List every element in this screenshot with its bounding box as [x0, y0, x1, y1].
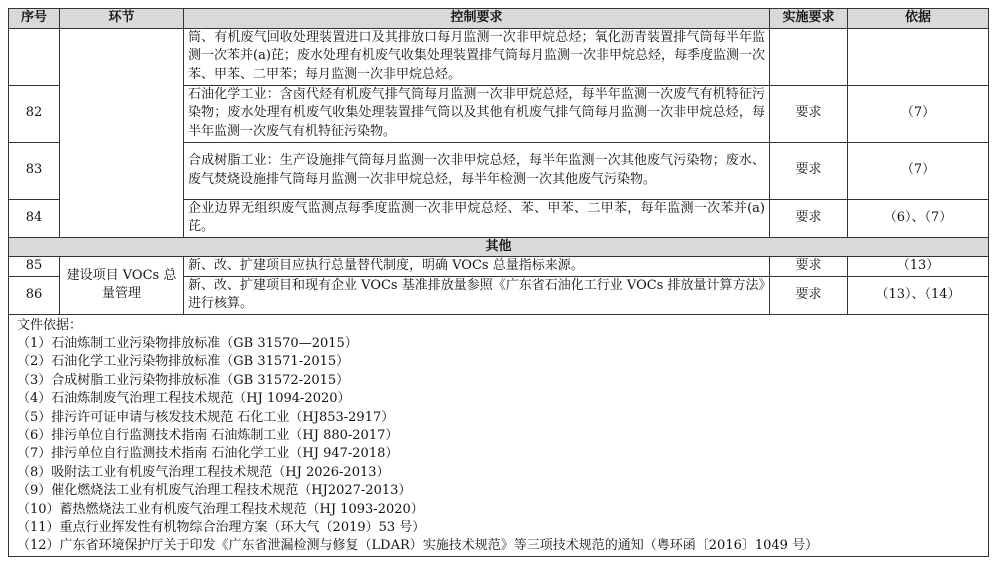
note-item: （11）重点行业挥发性有机物综合治理方案（环大气（2019）53 号）: [17, 519, 426, 535]
section-row: [9, 237, 989, 257]
row-no: [9, 28, 60, 85]
row-requirement: 新、改、扩建项目应执行总量替代制度，明确 VOCs 总量指标来源。: [184, 257, 770, 277]
header-stage: 环节: [60, 9, 184, 29]
header-basis: 依据: [848, 9, 989, 29]
row-implementation: 要求: [770, 257, 848, 277]
row-requirement: 企业边界无组织废气监测点每季度监测一次非甲烷总烃、苯、甲苯、二甲苯，每年监测一次苯并(a)芘。: [184, 199, 770, 237]
row-requirement: 石油化学工业：含卤代烃有机废气排气筒每月监测一次非甲烷总烃，每半年监测一次废气有机特征污染物；废水处理有机废气收集处理装置排气筒以及其他有机废气排气筒每月监测一次非甲烷总烃，每半年监测一次废气有机特征污染物。: [184, 85, 770, 142]
table-header-row: [9, 9, 989, 29]
row-no: 82: [9, 85, 60, 142]
row-basis: （13）: [848, 257, 989, 277]
note-item: （4）石油炼制废气治理工程技术规范（HJ 1094-2020）: [17, 391, 351, 407]
row-no: 85: [9, 257, 60, 277]
notes-cell: [9, 314, 989, 556]
row-basis: （13）、（14）: [848, 276, 989, 314]
row-requirement: 合成树脂工业：生产设施排气筒每月监测一次非甲烷总烃，每半年监测一次其他废气污染物；废水、废气焚烧设施排气筒每月监测一次非甲烷总烃，每半年检测一次其他废气污染物。: [184, 142, 770, 199]
row-stage: 建设项目 VOCs 总量管理: [60, 257, 184, 315]
row-requirement: 筒、有机废气回收处理装置进口及其排放口每月监测一次非甲烷总烃；氧化沥青装置排气筒每半年监测一次苯并(a)芘；废水处理有机废气收集处理装置排气筒每月监测一次非甲烷总烃，每季度监测一次苯、甲苯、二甲苯；每月监测一次非甲烷总烃。: [184, 28, 770, 85]
note-item: （7）排污单位自行监测技术指南 石油化学工业（HJ 947-2018）: [17, 446, 399, 462]
row-implementation: 要求: [770, 142, 848, 199]
row-no: 83: [9, 142, 60, 199]
row-implementation: 要求: [770, 85, 848, 142]
note-item: （2）石油化学工业污染物排放标准（GB 31571-2015）: [17, 354, 350, 370]
row-basis: （7）: [848, 85, 989, 142]
table-row: [9, 28, 989, 85]
row-basis: [848, 28, 989, 85]
row-implementation: 要求: [770, 199, 848, 237]
table-row: [9, 257, 989, 277]
row-basis: （6）、（7）: [848, 199, 989, 237]
note-item: （12）广东省环境保护厅关于印发《广东省泄漏检测与修复（LDAR）实施技术规范》等三项技术规范的通知（粤环函〔2016〕1049 号）: [17, 538, 819, 554]
row-stage: [60, 28, 184, 237]
row-requirement: 新、改、扩建项目和现有企业 VOCs 基准排放量参照《广东省石油化工行业 VOCs 排放量计算方法》进行核算。: [184, 276, 770, 314]
row-implementation: [770, 28, 848, 85]
note-item: （1）石油炼制工业污染物排放标准（GB 31570—2015）: [17, 335, 358, 351]
notes-row: [9, 314, 989, 556]
note-item: （5）排污许可证申请与核发技术规范 石化工业（HJ853-2917）: [17, 409, 395, 425]
row-no: 86: [9, 276, 60, 314]
note-item: （3）合成树脂工业污染物排放标准（GB 31572-2015）: [17, 372, 350, 388]
notes-title: 文件依据：: [17, 317, 83, 333]
row-basis: （7）: [848, 142, 989, 199]
header-requirement: 控制要求: [184, 9, 770, 29]
note-item: （8）吸附法工业有机废气治理工程技术规范（HJ 2026-2013）: [17, 464, 390, 480]
note-item: （10）蓄热燃烧法工业有机废气治理工程技术规范（HJ 1093-2020）: [17, 501, 424, 517]
note-item: （9）催化燃烧法工业有机废气治理工程技术规范（HJ2027-2013）: [17, 483, 412, 499]
section-title: 其他: [9, 237, 989, 257]
row-no: 84: [9, 199, 60, 237]
header-implementation: 实施要求: [770, 9, 848, 29]
note-item: （6）排污单位自行监测技术指南 石油炼制工业（HJ 880-2017）: [17, 427, 399, 443]
row-implementation: 要求: [770, 276, 848, 314]
control-requirements-table: [8, 8, 989, 557]
header-no: 序号: [9, 9, 60, 29]
